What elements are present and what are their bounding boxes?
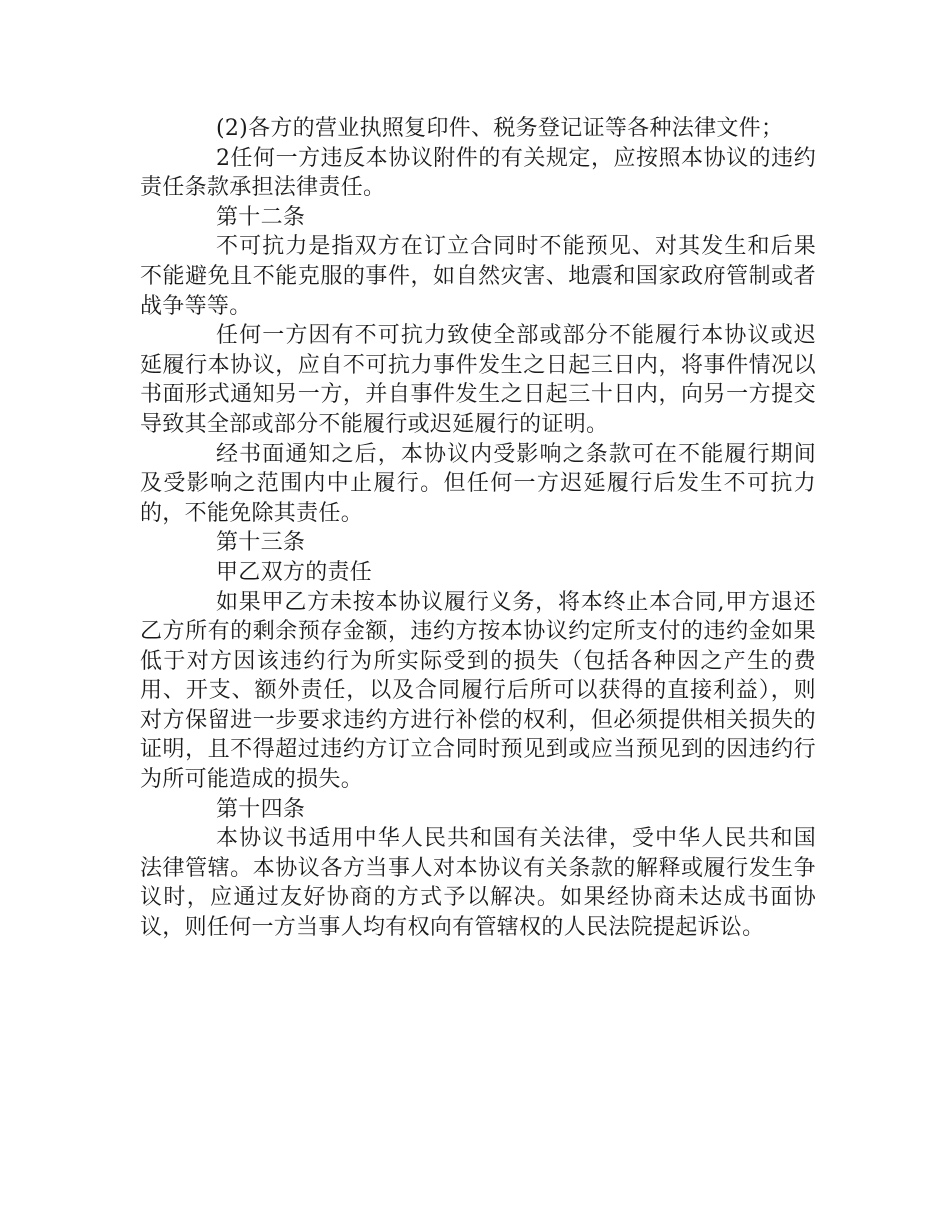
paragraph-governing-law: 本协议书适用中华人民共和国有关法律，受中华人民共和国法律管辖。本协议各方当事人对本协议有关条款的解释或履行发生争议时，应通过友好协商的方式予以解决。如果经协商未达成书面协议，则任何一方当事人均有权向有管辖权的人民法院提起诉讼。 <box>140 826 816 941</box>
document-body <box>140 114 816 943</box>
article-14-heading: 第十四条 <box>216 796 306 822</box>
paragraph-force-majeure-suspension: 经书面通知之后，本协议内受影响之条款可在不能履行期间及受影响之范围内中止履行。但任何一方迟延履行后发生不可抗力的，不能免除其责任。 <box>140 441 816 526</box>
paragraph-attachment-breach: 2任何一方违反本协议附件的有关规定，应按照本协议的违约责任条款承担法律责任。 <box>140 145 816 201</box>
article-13-heading: 第十三条 <box>216 530 306 556</box>
article-13-subtitle: 甲乙双方的责任 <box>216 559 373 585</box>
paragraph-force-majeure-definition: 不可抗力是指双方在订立合同时不能预见、对其发生和后果不能避免且不能克服的事件，如自然灾害、地震和国家政府管制或者战争等等。 <box>140 234 816 319</box>
paragraph-force-majeure-notice: 任何一方因有不可抗力致使全部或部分不能履行本协议或迟延履行本协议，应自不可抗力事件发生之日起三日内，将事件情况以书面形式通知另一方，并自事件发生之日起三十日内，向另一方提交导致其全部或部分不能履行或迟延履行的证明。 <box>140 323 816 437</box>
article-12-heading: 第十二条 <box>216 204 306 230</box>
paragraph-liability: 如果甲乙方未按本协议履行义务，将本终止本合同,甲方退还乙方所有的剩余预存金额，违约方按本协议约定所支付的违约金如果低于对方因该违约行为所实际受到的损失（包括各种因之产生的费用、开支、额外责任，以及合同履行后所可以获得的直接利益），则对方保留进一步要求违约方进行补偿的权利，但必须提供相关损失的证明，且不得超过违约方订立合同时预见到或应当预见到的因违约行为所可能造成的损失。 <box>140 589 816 793</box>
paragraph-attachments-item-2: (2)各方的营业执照复印件、税务登记证等各种法律文件； <box>216 116 784 141</box>
